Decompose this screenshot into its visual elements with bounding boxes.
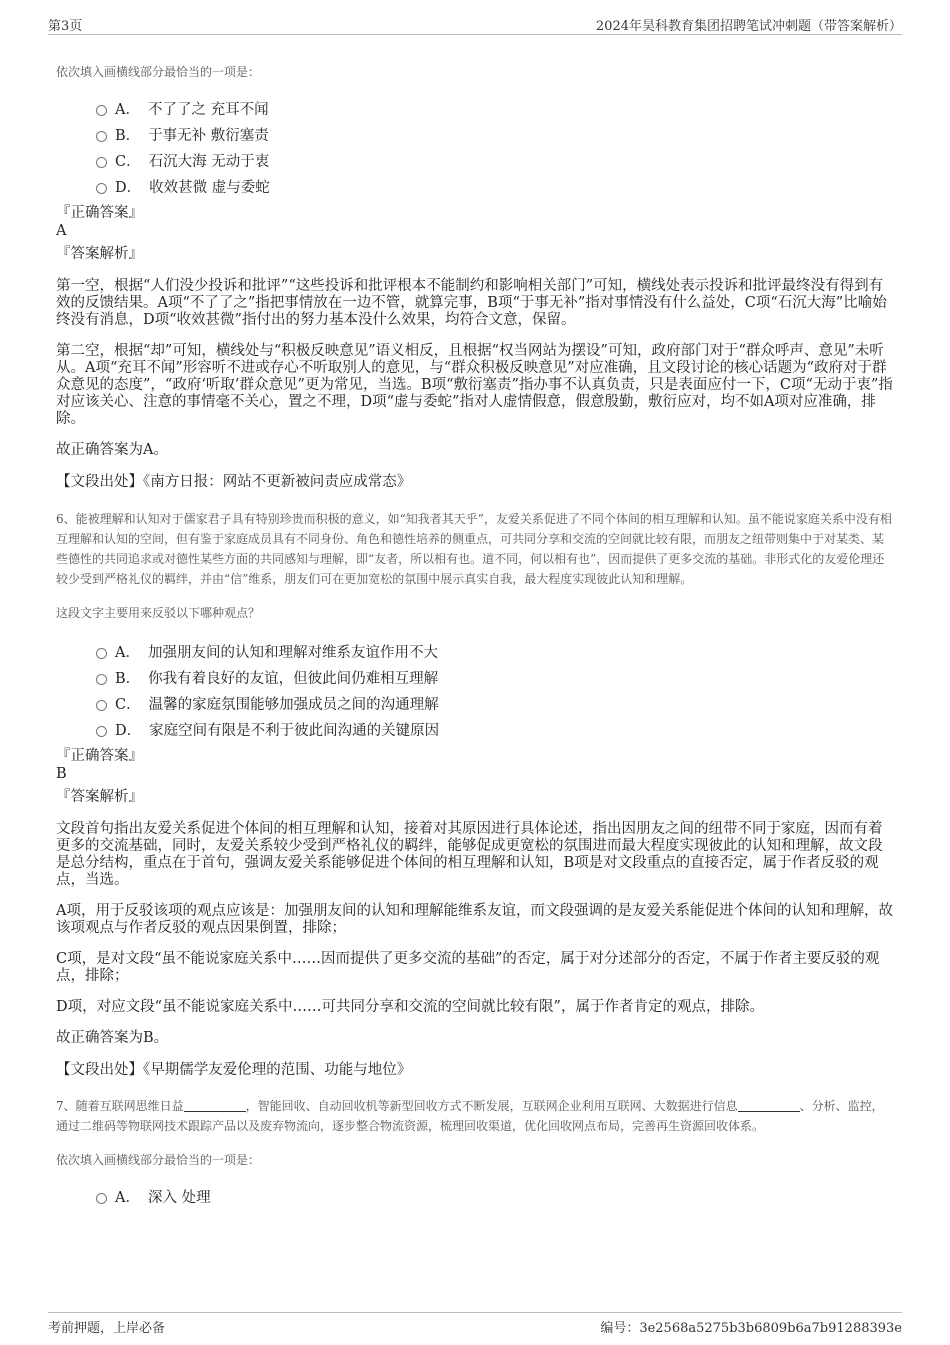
analysis-paragraph: A项，用于反驳该项的观点应该是：加强朋友间的认知和理解能维系友谊，而文段强调的是友爱关系能促进个体间的认知和理解，故该项观点与作者反驳的观点因果倒置，排除； xyxy=(56,903,893,936)
q5-options xyxy=(56,97,894,201)
correct-answer: B xyxy=(56,766,67,782)
radio-icon[interactable] xyxy=(96,700,107,711)
document-id: 编号：3e2568a5275b3b6809b6a7b91288393e xyxy=(600,1321,902,1336)
analysis-paragraph: 第二空，根据“却”可知，横线处与“积极反映意见”语义相反，且根据“权当网站为摆设”可知，政府部门对于“群众呼声、意见”未听从。A项“充耳不闻”形容听不进或存心不听取别人的意见，与“群众积极反映意见”对应准确，且文段讨论的核心话题为“政府对于群众意见的态度”，“政府‘听取’群众意见”更为常见，当选。B项“敷衍塞责”指办事不认真负责，只是表面应付一下，C项“无动于衷”指对应该关心、注意的事情毫不关心，置之不理，D项“虚与委蛇”指对人虚情假意，假意殷勤，敷衍应对，均不如A项对应准确，排除。 xyxy=(56,343,893,427)
analysis-label: 『答案解析』 xyxy=(56,789,143,805)
radio-icon[interactable] xyxy=(96,131,107,142)
radio-icon[interactable] xyxy=(96,648,107,659)
radio-icon[interactable] xyxy=(96,157,107,168)
option-b[interactable]: B． 于事无补 敷衍塞责 xyxy=(96,123,894,149)
source-citation: 【文段出处】《南方日报：网站不更新被问责应成常态》 xyxy=(56,474,412,490)
option-d[interactable]: D． 家庭空间有限是不利于彼此间沟通的关键原因 xyxy=(96,718,894,744)
source-citation: 【文段出处】《早期儒学友爱伦理的范围、功能与地位》 xyxy=(56,1062,412,1078)
answer-label: 『正确答案』 xyxy=(56,205,143,221)
option-c[interactable]: C． 温馨的家庭氛围能够加强成员之间的沟通理解 xyxy=(96,692,894,718)
radio-icon[interactable] xyxy=(96,105,107,116)
q5-prompt: 依次填入画横线部分最恰当的一项是： xyxy=(56,65,261,79)
option-a[interactable]: A． 不了了之 充耳不闻 xyxy=(96,97,894,123)
analysis-paragraph: 故正确答案为A。 xyxy=(56,442,168,458)
page-header xyxy=(48,14,902,35)
q6-prompt: 这段文字主要用来反驳以下哪种观点？ xyxy=(56,606,261,620)
fill-blank xyxy=(184,1111,246,1112)
option-c[interactable]: C． 石沉大海 无动于衷 xyxy=(96,149,894,175)
page-number: 第3页 xyxy=(48,19,83,34)
page-content xyxy=(56,58,894,1211)
fill-blank xyxy=(738,1111,800,1112)
correct-answer: A xyxy=(56,223,67,239)
answer-label: 『正确答案』 xyxy=(56,748,143,764)
option-b[interactable]: B． 你我有着良好的友谊，但彼此间仍难相互理解 xyxy=(96,666,894,692)
radio-icon[interactable] xyxy=(96,726,107,737)
option-d[interactable]: D． 收效甚微 虚与委蛇 xyxy=(96,175,894,201)
q7-options xyxy=(56,1185,894,1211)
analysis-label: 『答案解析』 xyxy=(56,246,143,262)
question-7 xyxy=(56,1096,894,1211)
analysis-paragraph: 文段首句指出友爱关系促进个体间的相互理解和认知，接着对其原因进行具体论述，指出因朋友之间的纽带不同于家庭，因而有着更多的交流基础，同时，友爱关系较少受到严格礼仪的羁绊，能够促成更宽松的氛围进而最大程度实现彼此的认知和理解，故文段是总分结构，重点在于首句，强调友爱关系能够促进个体间的相互理解和认知，B项是对文段重点的直接否定，属于作者反驳的观点，当选。 xyxy=(56,821,883,888)
analysis-paragraph: C项，是对文段“虽不能说家庭关系中……因而提供了更多交流的基础”的否定，属于对分述部分的否定，不属于作者主要反驳的观点，排除； xyxy=(56,951,880,984)
footer-slogan: 考前押题，上岸必备 xyxy=(48,1321,166,1336)
q7-stem: 7、随着互联网思维日益 ，智能回收、自动回收机等新型回收方式不断发展，互联网企业利用互联网、大数据进行信息 、分析、监控，通过二维码等物联网技术跟踪产品以及废弃物流向，逐步整合物流资源，梳理回收渠道，优化回收网点布局，完善再生资源回收体系。 xyxy=(56,1099,884,1133)
question-5 xyxy=(56,62,894,491)
radio-icon[interactable] xyxy=(96,674,107,685)
q6-options xyxy=(56,640,894,744)
option-a[interactable]: A． 加强朋友间的认知和理解对维系友谊作用不大 xyxy=(96,640,894,666)
option-a[interactable]: A． 深入 处理 xyxy=(96,1185,894,1211)
radio-icon[interactable] xyxy=(96,183,107,194)
page-footer xyxy=(48,1312,902,1335)
analysis-paragraph: 第一空，根据“人们没少投诉和批评”“这些投诉和批评根本不能制约和影响相关部门”可知，横线处表示投诉和批评最终没有得到有效的反馈结果。A项“不了了之”指把事情放在一边不管，就算完事，B项“于事无补”指对事情没有什么益处，C项“石沉大海”比喻始终没有消息，D项“收效甚微”指付出的努力基本没什么效果，均符合文意，保留。 xyxy=(56,278,887,328)
radio-icon[interactable] xyxy=(96,1193,107,1204)
analysis-paragraph: D项，对应文段“虽不能说家庭关系中……可共同分享和交流的空间就比较有限”，属于作者肯定的观点，排除。 xyxy=(56,999,764,1015)
q7-prompt: 依次填入画横线部分最恰当的一项是： xyxy=(56,1153,261,1167)
question-6 xyxy=(56,509,894,1079)
document-title: 2024年昊科教育集团招聘笔试冲刺题（带答案解析） xyxy=(595,19,902,34)
q6-stem: 6、能被理解和认知对于儒家君子具有特别珍贵而积极的意义，如“知我者其天乎”，友爱关系促进了不同个体间的相互理解和认知。虽不能说家庭关系中没有相互理解和认知的空间，但有鉴于家庭成员具有不同身份、角色和德性培养的侧重点，可共同分享和交流的空间就比较有限，而朋友之纽带则集中于对某类、某些德性的共同追求或对德性某些方面的共同感知与理解，即“友者，所以相有也。道不同，何以相有也”，因而提供了更多交流的基础。非形式化的友爱伦理还较少受到严格礼仪的羁绊，并由“信”维系，朋友们可在更加宽松的氛围中展示真实自我，最大程度实现彼此认知和理解。 xyxy=(56,512,892,586)
analysis-paragraph: 故正确答案为B。 xyxy=(56,1030,169,1046)
